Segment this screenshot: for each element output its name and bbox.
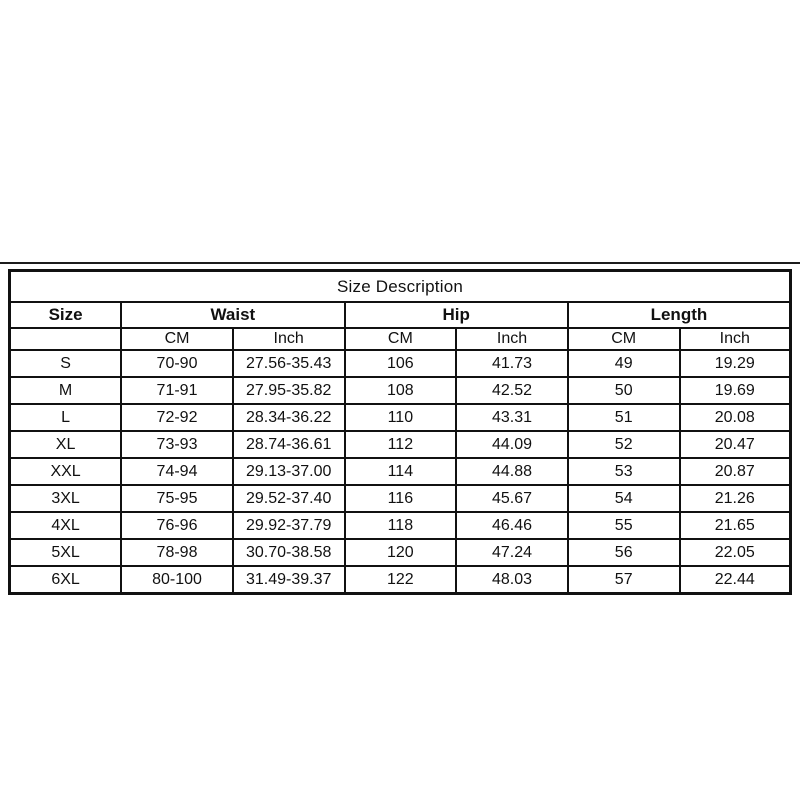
cell-waist-inch: 28.74-36.61 [233,431,345,458]
cell-size: L [10,404,122,431]
table-row [10,512,791,539]
cell-waist-inch: 29.92-37.79 [233,512,345,539]
cell-waist-inch: 28.34-36.22 [233,404,345,431]
cell-hip-cm: 116 [345,485,457,512]
cell-length-cm: 51 [568,404,680,431]
cell-hip-cm: 118 [345,512,457,539]
cell-waist-cm: 76-96 [121,512,233,539]
table-row [10,566,791,594]
column-header-hip: Hip [345,302,568,328]
cell-waist-cm: 78-98 [121,539,233,566]
cell-waist-cm: 73-93 [121,431,233,458]
cell-size: 4XL [10,512,122,539]
cell-size: XXL [10,458,122,485]
subheader-waist-cm: CM [121,328,233,350]
cell-size: XL [10,431,122,458]
cell-length-inch: 22.44 [680,566,791,594]
cell-waist-inch: 27.56-35.43 [233,350,345,377]
table-row [10,458,791,485]
cell-waist-cm: 71-91 [121,377,233,404]
cell-waist-cm: 70-90 [121,350,233,377]
cell-hip-cm: 110 [345,404,457,431]
cell-length-inch: 21.65 [680,512,791,539]
cell-length-cm: 52 [568,431,680,458]
title-row [10,271,791,303]
cell-size: M [10,377,122,404]
cell-hip-cm: 112 [345,431,457,458]
size-chart-container [8,269,792,595]
table-title: Size Description [10,271,791,303]
cell-length-inch: 20.08 [680,404,791,431]
cell-size: 5XL [10,539,122,566]
table-header [10,271,791,351]
cell-hip-inch: 42.52 [456,377,568,404]
cell-length-inch: 21.26 [680,485,791,512]
cell-hip-inch: 44.88 [456,458,568,485]
cell-hip-cm: 122 [345,566,457,594]
cell-waist-cm: 80-100 [121,566,233,594]
cell-hip-cm: 108 [345,377,457,404]
cell-size: S [10,350,122,377]
column-header-size: Size [10,302,122,328]
cell-waist-cm: 74-94 [121,458,233,485]
subheader-length-cm: CM [568,328,680,350]
cell-length-inch: 19.69 [680,377,791,404]
cell-hip-inch: 48.03 [456,566,568,594]
table-row [10,539,791,566]
size-chart-table [8,269,792,595]
cell-length-cm: 56 [568,539,680,566]
cell-hip-cm: 106 [345,350,457,377]
cell-waist-inch: 30.70-38.58 [233,539,345,566]
cell-waist-inch: 27.95-35.82 [233,377,345,404]
subheader-length-inch: Inch [680,328,791,350]
cell-hip-inch: 43.31 [456,404,568,431]
cell-length-inch: 20.87 [680,458,791,485]
table-row [10,404,791,431]
table-row [10,431,791,458]
cell-length-inch: 22.05 [680,539,791,566]
subheader-row [10,328,791,350]
cell-length-cm: 50 [568,377,680,404]
cell-length-inch: 20.47 [680,431,791,458]
cell-length-inch: 19.29 [680,350,791,377]
table-row [10,485,791,512]
cell-waist-cm: 75-95 [121,485,233,512]
cell-hip-inch: 45.67 [456,485,568,512]
column-header-waist: Waist [121,302,344,328]
cell-hip-inch: 44.09 [456,431,568,458]
cell-length-cm: 53 [568,458,680,485]
column-header-length: Length [568,302,791,328]
cell-hip-inch: 41.73 [456,350,568,377]
cell-waist-inch: 29.13-37.00 [233,458,345,485]
cell-length-cm: 54 [568,485,680,512]
horizontal-divider-line [0,262,800,264]
cell-hip-inch: 47.24 [456,539,568,566]
cell-length-cm: 55 [568,512,680,539]
subheader-waist-inch: Inch [233,328,345,350]
column-group-row [10,302,791,328]
cell-waist-inch: 29.52-37.40 [233,485,345,512]
cell-size: 3XL [10,485,122,512]
cell-hip-cm: 114 [345,458,457,485]
table-row [10,350,791,377]
subheader-empty-cell [10,328,122,350]
table-body [10,350,791,594]
table-row [10,377,791,404]
subheader-hip-cm: CM [345,328,457,350]
cell-waist-inch: 31.49-39.37 [233,566,345,594]
subheader-hip-inch: Inch [456,328,568,350]
cell-waist-cm: 72-92 [121,404,233,431]
cell-length-cm: 49 [568,350,680,377]
cell-hip-cm: 120 [345,539,457,566]
cell-hip-inch: 46.46 [456,512,568,539]
cell-size: 6XL [10,566,122,594]
cell-length-cm: 57 [568,566,680,594]
